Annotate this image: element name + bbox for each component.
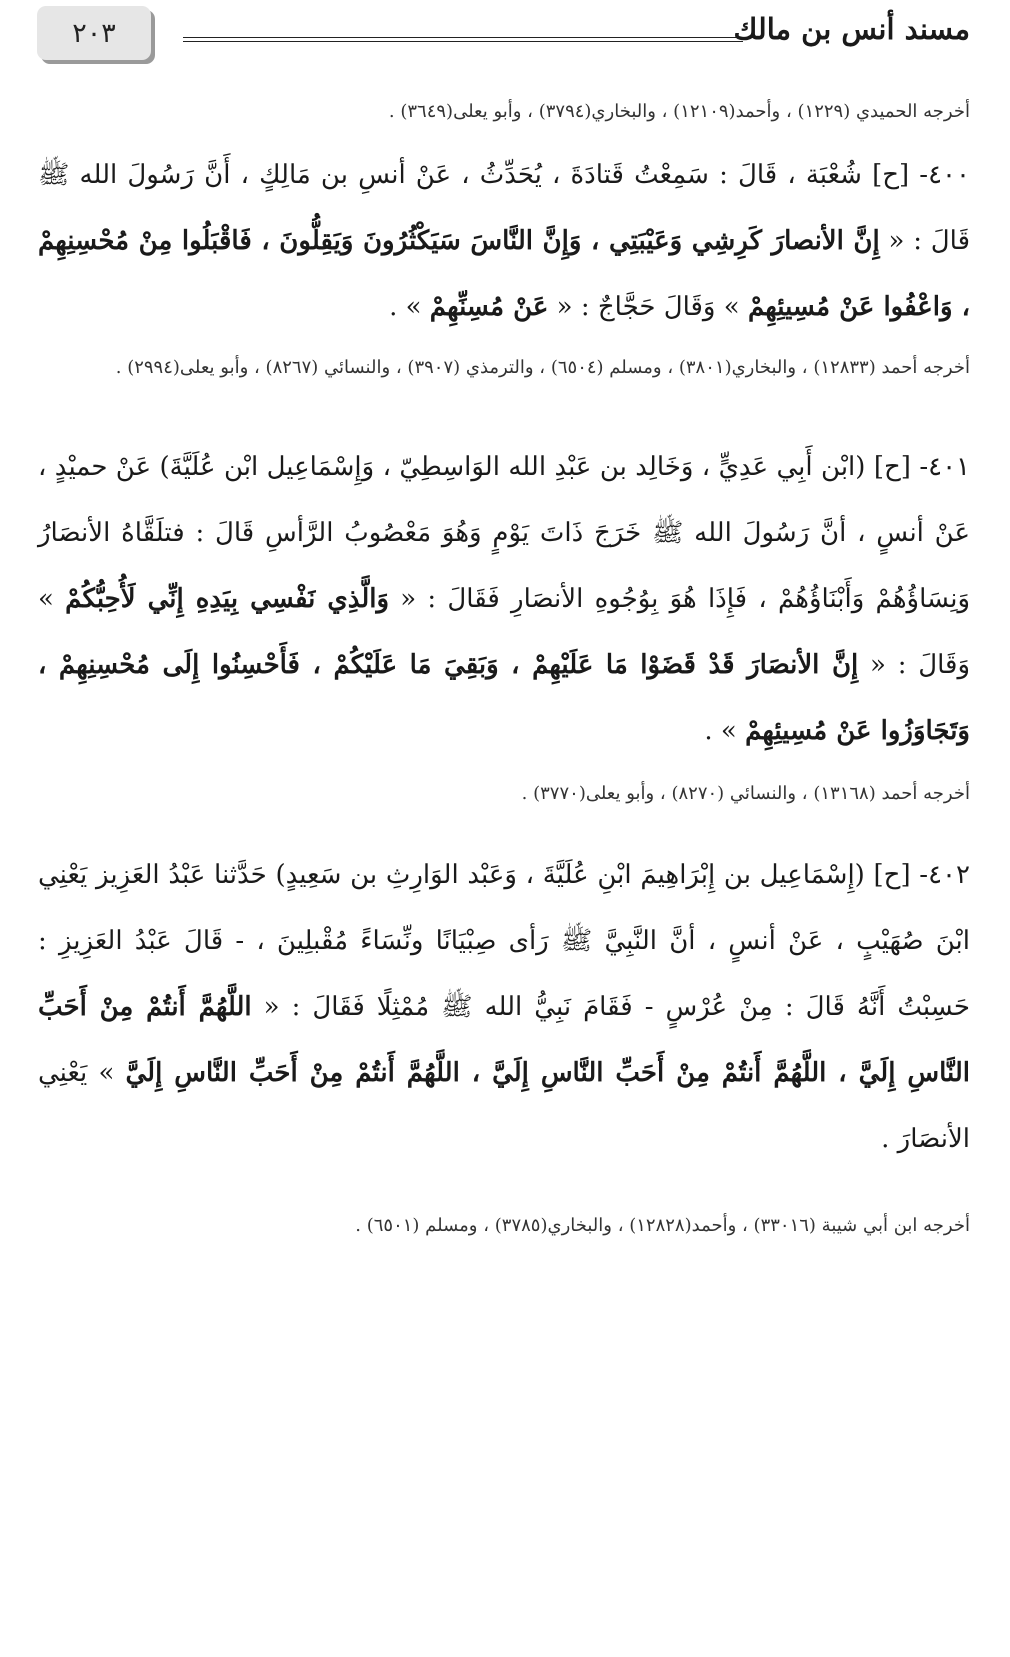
hadith-number: ٤٠٢- [ح]: [873, 860, 970, 890]
header-double-rule: [183, 37, 743, 42]
takhrij-note-402: أخرجه ابن أبي شيبة (٣٣٠١٦) ، وأحمد(١٢٨٢٨) ، والبخاري(٣٧٨٥) ، ومسلم (٦٥٠١) .: [355, 1215, 970, 1236]
page-number-badge: [37, 6, 151, 60]
takhrij-note-401: أخرجه أحمد (١٣١٦٨) ، والنسائي (٨٢٧٠) ، وأبو يعلى(٣٧٧٠) .: [521, 783, 970, 804]
page-header: [0, 0, 1010, 80]
page-number: ٢٠٣: [72, 17, 116, 49]
hadith-number: ٤٠٠- [ح]: [872, 160, 970, 190]
hadith-matn: إِنَّ الأنصارَ كَرِشِي وَعَيْبَتِي ، وَإِنَّ النَّاسَ سَيَكْثُرُونَ وَيَقِلُّونَ ، فَاقْبَلُوا مِنْ مُحْسِنِهِمْ ، وَاعْفُوا عَنْ مُسِيئِهِمْ: [38, 226, 970, 322]
hadith-400: [38, 142, 970, 340]
hadith-401: [38, 434, 970, 764]
hadith-variant-wording: عَنْ مُسِنِّهِمْ: [429, 292, 549, 322]
running-title: مسند أنس بن مالك: [733, 12, 970, 46]
takhrij-note-400: أخرجه أحمد (١٢٨٣٣) ، والبخاري(٣٨٠١) ، ومسلم (٦٥٠٤) ، والترمذي (٣٩٠٧) ، والنسائي (٨٢٦٧) ، وأبو يعلى(٢٩٩٤) .: [115, 357, 970, 378]
page-content: [38, 92, 970, 1246]
hadith-number: ٤٠١- [ح]: [873, 452, 971, 482]
hadith-matn-continued: إِنَّ الأنصَارَ قَدْ قَضَوْا مَا عَلَيْهِمْ ، وَبَقِيَ مَا عَلَيْكُمْ ، فَأَحْسِنُوا إِلَى مُحْسِنِهِمْ ، وَتَجَاوَزُوا عَنْ مُسِيئِهِمْ: [38, 650, 970, 746]
hadith-matn: وَالَّذِي نَفْسِي بِيَدِهِ إِنِّي لَأُحِبُّكُمْ: [65, 584, 390, 614]
hadith-narrator-note: » وَقَالَ حَجَّاجٌ : «: [556, 292, 740, 322]
hadith-matn: اللَّهُمَّ أَنتُمْ مِنْ أَحَبِّ النَّاسِ إِلَيَّ ، اللَّهُمَّ أَنتُمْ مِنْ أَحَبِّ النَّاسِ إِلَيَّ ، اللَّهُمَّ أَنتُمْ مِنْ أَحَبِّ النَّاسِ إِلَيَّ: [38, 992, 971, 1088]
hadith-ending: » .: [704, 716, 737, 746]
hadith-ending: » .: [389, 292, 422, 322]
hadith-isnad: (إِسْمَاعِيل بن إِبْرَاهِيمَ ابْنِ عُلَيَّةَ ، وَعَبْد الوَارِثِ بن سَعِيدٍ) حَدَّثنا عَبْدُ العَزِيز يَعْنِي ابْنَ صُهَيْبٍ ، عَنْ أنسٍ ، أنَّ النَّبِيَّ ﷺ رَأى صِبْيَانًا ونِّسَاءً مُقْبلِينَ ، - قَالَ عَبْدُ العَزِيزِ : حَسِبْتُ أَنَّهُ قَالَ : مِنْ عُرْسٍ - فَقَامَ نَبِيُّ الله ﷺ مُمْثِلًا فَقَالَ : «: [38, 860, 970, 1022]
hadith-ending: » يَعْنِي الأنصَارَ .: [38, 1058, 970, 1154]
hadith-402: [38, 842, 970, 1172]
takhrij-note-previous: أخرجه الحميدي (١٢٢٩) ، وأحمد(١٢١٠٩) ، والبخاري(٣٧٩٤) ، وأبو يعلى(٣٦٤٩) .: [388, 101, 970, 122]
hadith-narrator-note: » وَقَالَ : «: [38, 584, 971, 680]
hadith-isnad: شُعْبَة ، قَالَ : سَمِعْتُ قَتادَةَ ، يُحَدِّثُ ، عَنْ أنسِ بن مَالِكٍ ، أَنَّ رَسُولَ الله ﷺ قَالَ : «: [38, 160, 970, 256]
hadith-isnad: (ابْن أَبِي عَدِيٍّ ، وَخَالِد بن عَبْدِ الله الوَاسِطِيّ ، وَإِسْمَاعِيل ابْن عُلَيَّةَ) عَنْ حميْدٍ ، عَنْ أنسٍ ، أنَّ رَسُولَ الله ﷺ خَرَجَ ذَاتَ يَوْمٍ وَهُوَ مَعْصُوبُ الرَّأسِ قَالَ : فتلَقَّاهُ الأنصَارُ وَنِسَاؤُهُمْ وَأَبْنَاؤُهُمْ ، فَإِذَا هُوَ بِوُجُوهِ الأنصَارِ فَقَالَ : «: [38, 452, 971, 614]
